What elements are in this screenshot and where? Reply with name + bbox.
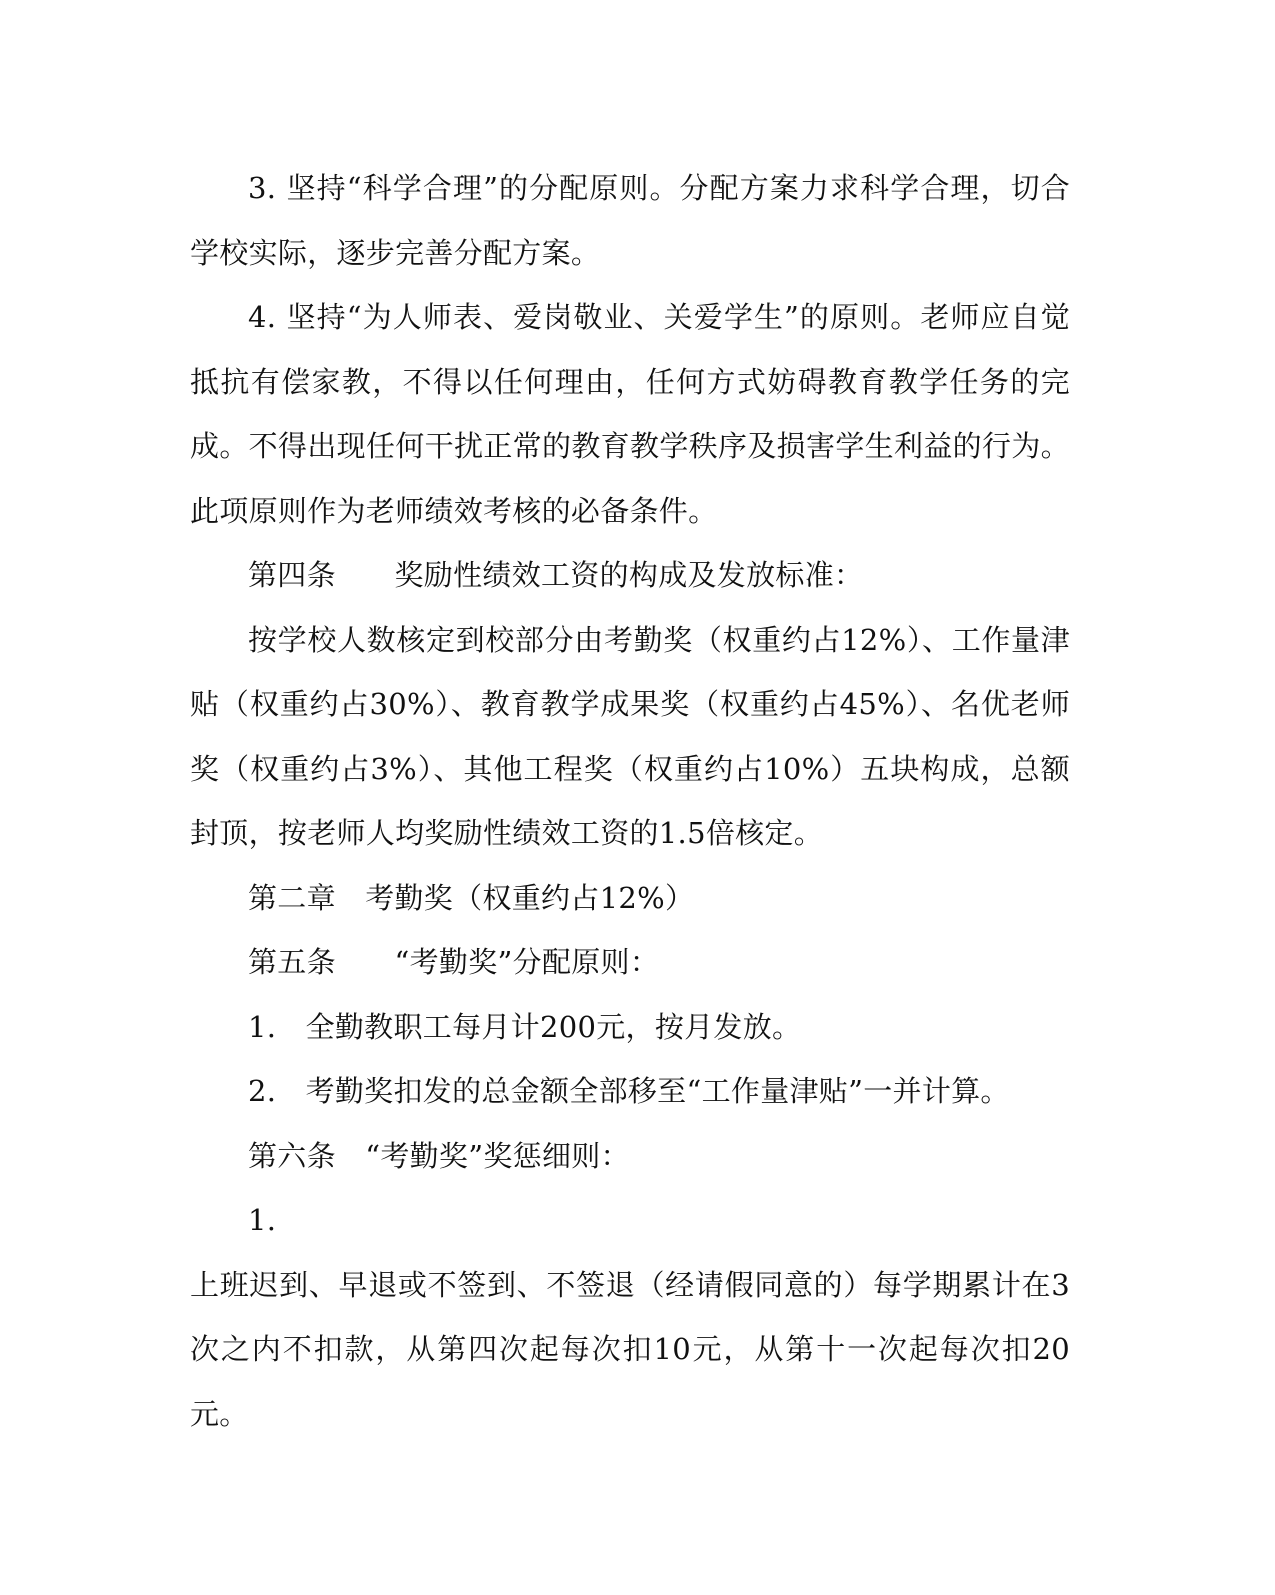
paragraph-article-5-item-2: 2. 考勤奖扣发的总金额全部移至“工作量津贴”一并计算。 <box>248 1074 1010 1108</box>
paragraph-article-6-item-1-body: 上班迟到、早退或不签到、不签退（经请假同意的）每学期累计在3次之内不扣款，从第四次起每次扣10元，从第十一次起每次扣20元。 <box>190 1267 1070 1431</box>
paragraph-chapter-2-heading: 第二章 考勤奖（权重约占12%） <box>248 880 695 915</box>
document-body <box>190 156 1070 1446</box>
paragraph-principle-3: 3. 坚持“科学合理”的分配原则。分配方案力求科学合理，切合学校实际，逐步完善分配方案。 <box>190 171 1070 270</box>
paragraph-principle-4: 4. 坚持“为人师表、爱岗敬业、关爱学生”的原则。老师应自觉抵抗有偿家教，不得以任何理由，任何方式妨碍教育教学任务的完成。不得出现任何干扰正常的教育教学秩序及损害学生利益的行为。此项原则作为老师绩效考核的必备条件。 <box>190 300 1070 528</box>
paragraph-article-4-heading: 第四条 奖励性绩效工资的构成及发放标准： <box>248 558 864 592</box>
paragraph-article-5-item-1: 1. 全勤教职工每月计200元，按月发放。 <box>248 1009 802 1044</box>
paragraph-article-4-body: 按学校人数核定到校部分由考勤奖（权重约占12%）、工作量津贴（权重约占30%）、教育教学成果奖（权重约占45%）、名优老师奖（权重约占3%）、其他工程奖（权重约占10%）五块构成，总额封顶，按老师人均奖励性绩效工资的1.5倍核定。 <box>190 622 1070 850</box>
paragraph-article-5-heading: 第五条 “考勤奖”分配原则： <box>248 945 660 979</box>
paragraph-article-6-item-1-number: 1. <box>248 1203 277 1237</box>
paragraph-article-6-heading: 第六条 “考勤奖”奖惩细则： <box>248 1138 630 1173</box>
